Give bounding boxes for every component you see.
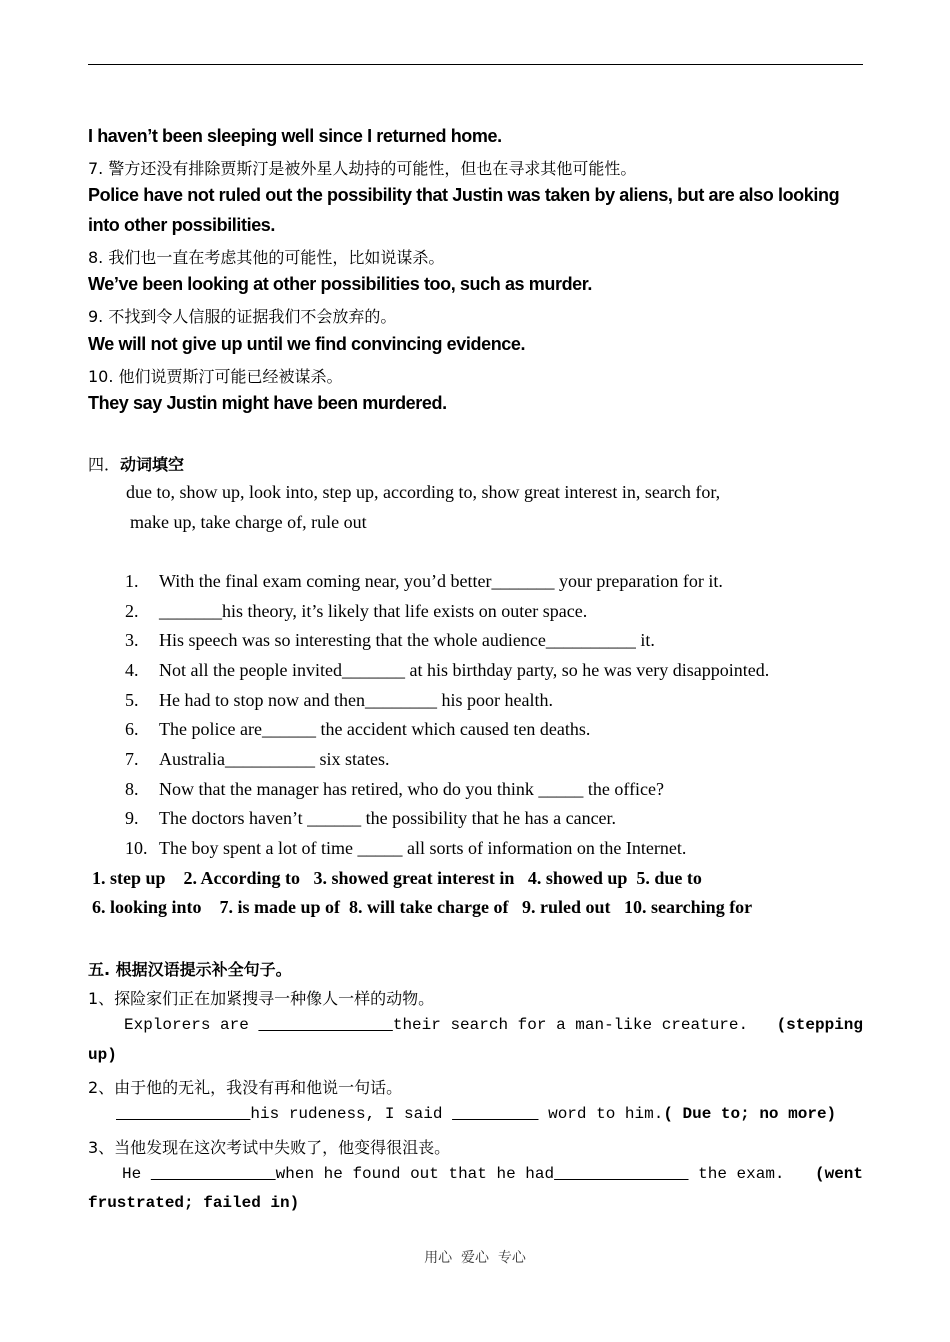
translation-answer-9: We will not give up until we find convincing evidence. <box>88 334 526 354</box>
exercise-item: 1. With the final exam coming near, you’d better_______ your preparation for it. <box>125 571 723 591</box>
translation-answer-6: I haven’t been sleeping well since I returned home. <box>88 126 502 146</box>
header-rule <box>88 64 863 65</box>
answer-hint-continued: up) <box>88 1046 117 1064</box>
page-footer: 用心 爱心 专心 <box>424 1250 526 1266</box>
exercise-item: 5. He had to stop now and then________ his poor health. <box>125 690 553 710</box>
section-5-heading: 五. 根据汉语提示补全句子。 <box>88 960 292 979</box>
sentence-answer-2: his rudeness, I said word to him.( Due to; no more) <box>116 1105 836 1123</box>
exercise-item: 3. His speech was so interesting that the whole audience__________ it. <box>125 630 655 650</box>
exercise-item: 10. The boy spent a lot of time _____ all sorts of information on the Internet. <box>125 838 687 858</box>
sentence-answer-3: He when he found out that he had the exam. (went <box>122 1165 863 1183</box>
exercise-item: 6. The police are______ the accident which caused ten deaths. <box>125 719 591 739</box>
answer-key-line1: 1. step up 2. According to 3. showed great interest in 4. showed up 5. due to <box>92 868 702 888</box>
blank <box>151 1165 276 1183</box>
translation-question-9: 9. 不找到令人信服的证据我们不会放弃的。 <box>88 307 397 326</box>
translation-answer-10: They say Justin might have been murdered. <box>88 393 447 413</box>
answer-hint-continued: frustrated; failed in) <box>88 1194 300 1212</box>
sentence-answer-1: Explorers are their search for a man-like creature. (stepping <box>124 1016 863 1034</box>
exercise-item: 9. The doctors haven’t ______ the possibility that he has a cancer. <box>125 808 617 828</box>
translation-answer-8: We’ve been looking at other possibilities too, such as murder. <box>88 274 592 294</box>
translation-question-10: 10. 他们说贾斯汀可能已经被谋杀。 <box>88 367 343 386</box>
answer-hint: (went <box>814 1165 863 1183</box>
sentence-question-3: 3、当他发现在这次考试中失败了，他变得很沮丧。 <box>88 1138 451 1157</box>
exercise-item: 8. Now that the manager has retired, who do you think _____ the office? <box>125 779 665 799</box>
answer-hint: ( Due to; no more) <box>663 1105 837 1123</box>
sentence-question-1: 1、探险家们正在加紧搜寻一种像人一样的动物。 <box>88 989 435 1008</box>
exercise-item: 2. _______his theory, it’s likely that life exists on outer space. <box>125 601 588 621</box>
translation-answer-7-line1: Police have not ruled out the possibility that Justin was taken by aliens, but are also looking <box>88 185 840 205</box>
translation-question-8: 8. 我们也一直在考虑其他的可能性，比如说谋杀。 <box>88 248 445 267</box>
blank <box>116 1105 250 1123</box>
translation-answer-7-line2: into other possibilities. <box>88 215 276 235</box>
answer-key-line2: 6. looking into 7. is made up of 8. will take charge of 9. ruled out 10. searching for <box>92 897 753 917</box>
section-4-heading <box>88 452 184 475</box>
section-4-number: 四． <box>88 455 121 474</box>
translation-question-7: 7. 警方还没有排除贾斯汀是被外星人劫持的可能性，但也在寻求其他可能性。 <box>88 159 637 178</box>
exercise-item: 7. Australia__________ six states. <box>125 749 390 769</box>
phrase-bank-line2: make up, take charge of, rule out <box>130 512 367 532</box>
sentence-question-2: 2、由于他的无礼，我没有再和他说一句话。 <box>88 1078 403 1097</box>
section-4-title: 动词填空 <box>120 455 185 474</box>
blank <box>554 1165 688 1183</box>
blank <box>452 1105 538 1123</box>
answer-hint: (stepping <box>776 1016 863 1034</box>
phrase-bank-line1: due to, show up, look into, step up, according to, show great interest in, search for, <box>126 482 721 502</box>
exercise-item: 4. Not all the people invited_______ at his birthday party, so he was very disappointed. <box>125 660 770 680</box>
blank <box>258 1016 392 1034</box>
